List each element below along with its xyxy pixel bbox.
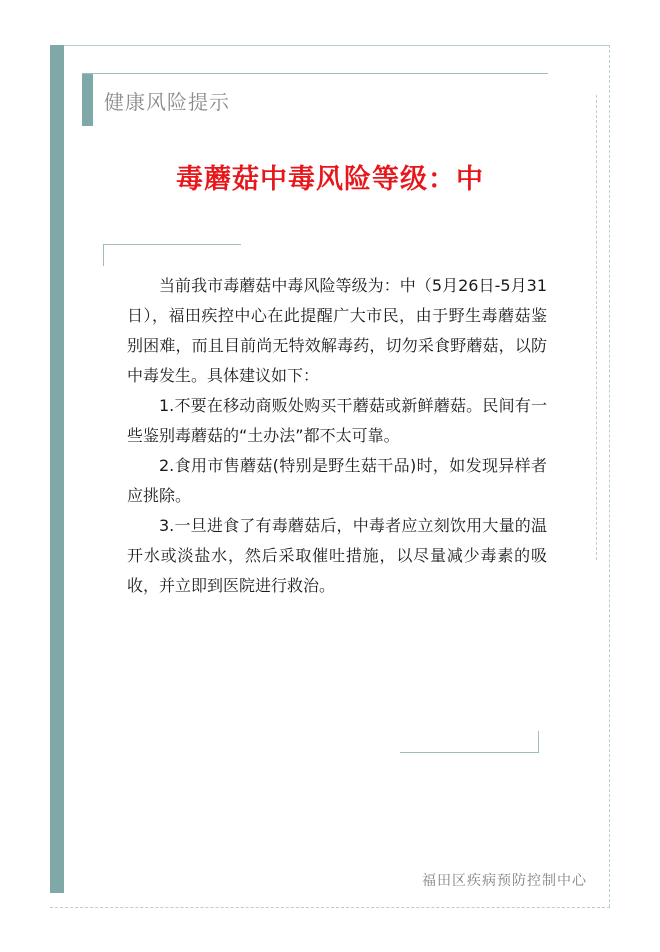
- footer-organization: 福田区疾病预防控制中心: [422, 873, 587, 889]
- corner-bracket-top-left-vertical: [103, 244, 104, 266]
- header-rule: [82, 73, 548, 74]
- notice-body: [127, 271, 547, 601]
- body-paragraph-advice-1: 1.不要在移动商贩处购买干蘑菇或新鲜蘑菇。民间有一些鉴别毒蘑菇的“土办法”都不太可靠。: [127, 396, 547, 445]
- body-paragraph-advice-3: 3.一旦进食了有毒蘑菇后，中毒者应立刻饮用大量的温开水或淡盐水，然后采取催吐措施，以尽量减少毒素的吸收，并立即到医院进行救治。: [127, 516, 547, 595]
- corner-bracket-top-left: [103, 244, 241, 245]
- frame-top-border: [50, 45, 610, 46]
- frame-bottom-border: [50, 907, 610, 908]
- header-title: 健康风险提示: [104, 90, 230, 114]
- corner-bracket-bottom-right-vertical: [538, 731, 539, 753]
- header-accent-bar: [82, 74, 93, 126]
- body-paragraph-intro: 当前我市毒蘑菇中毒风险等级为：中（5月26日-5月31日），福田疾控中心在此提醒广大市民，由于野生毒蘑菇鉴别困难，而且目前尚无特效解毒药，切勿采食野蘑菇，以防中毒发生。具体建议如下：: [127, 276, 547, 385]
- page-title: 毒蘑菇中毒风险等级：中: [176, 164, 484, 195]
- corner-bracket-bottom-right: [400, 752, 538, 753]
- body-paragraph-advice-2: 2.食用市售蘑菇(特别是野生菇干品)时，如发现异样者应挑除。: [127, 456, 547, 505]
